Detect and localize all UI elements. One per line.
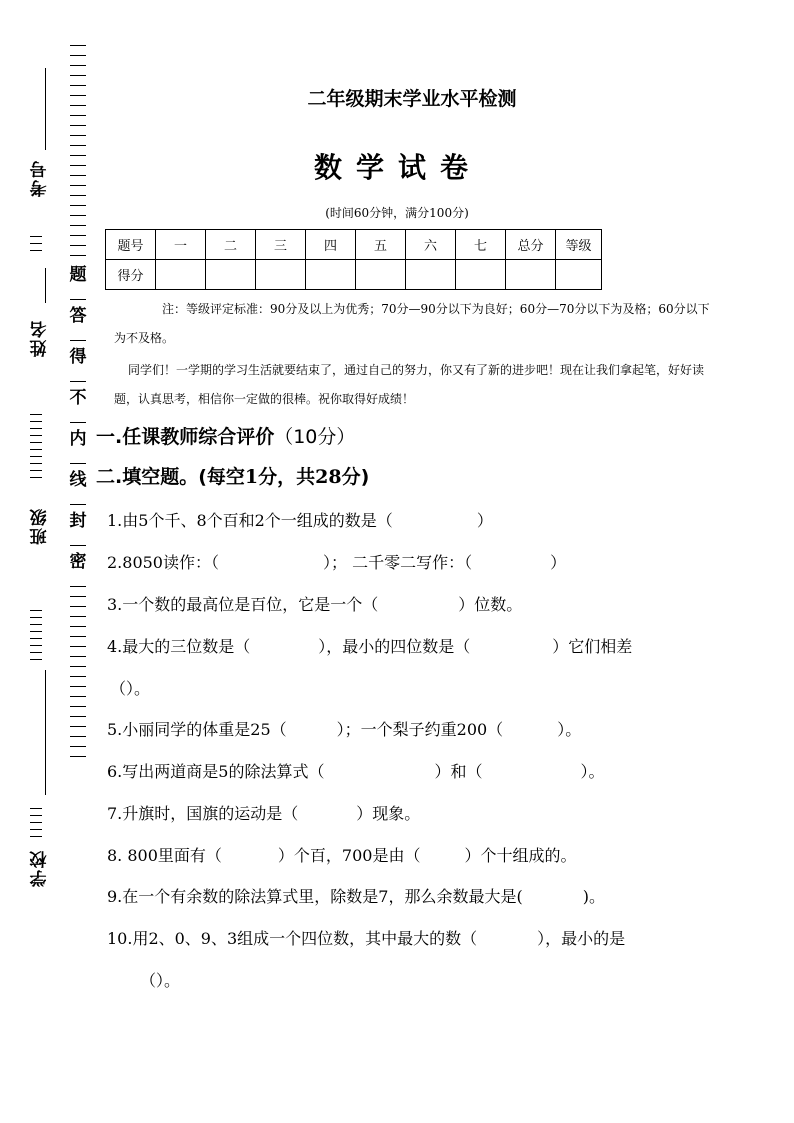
score-cell[interactable] bbox=[406, 260, 456, 290]
question-text: ）。 bbox=[580, 762, 605, 781]
class-label bbox=[27, 506, 49, 544]
school-text: 学 校 bbox=[29, 848, 47, 887]
question-text: 4.最大的三位数是（ bbox=[107, 637, 251, 656]
question-6 bbox=[107, 759, 604, 782]
score-table-header-row bbox=[106, 230, 602, 260]
question-10 bbox=[107, 926, 625, 949]
score-cell[interactable] bbox=[356, 260, 406, 290]
seal-word: 封 bbox=[69, 511, 87, 531]
binding-dots bbox=[30, 610, 42, 666]
question-text: （ bbox=[110, 679, 127, 698]
score-header-cell: 一 bbox=[156, 230, 206, 260]
question-text: 8. 800里面有（ bbox=[107, 846, 222, 865]
score-header-cell: 五 bbox=[356, 230, 406, 260]
section-2-total: 28 bbox=[315, 466, 342, 488]
score-row-label: 得分 bbox=[106, 260, 156, 290]
question-5 bbox=[107, 717, 581, 740]
score-header-cell: 三 bbox=[256, 230, 306, 260]
question-4-continued bbox=[110, 676, 150, 699]
question-text: 7.升旗时，国旗的运动是（ bbox=[107, 804, 299, 823]
question-9 bbox=[107, 884, 605, 907]
question-text: ） bbox=[476, 511, 493, 530]
question-text: 3.一个数的最高位是百位，它是一个（ bbox=[107, 595, 379, 614]
question-text: 1.由5个千、8个百和2个一组成的数是（ bbox=[107, 511, 393, 530]
paper-title: 数学试卷 bbox=[313, 151, 482, 184]
name-label bbox=[27, 318, 49, 356]
question-text: ）。 bbox=[557, 720, 582, 739]
question-text: ）； 二千零二写作：（ bbox=[323, 553, 473, 572]
seal-word: 答 bbox=[69, 306, 87, 326]
seal-word: 线 bbox=[69, 470, 87, 490]
intro-paragraph: 同学们！一学期的学习生活就要结束了，通过自己的努力，你又有了新的进步吧！现在让我们拿起笔，好好读题，认真思考，相信你一定做的很棒。祝你取得好成绩！ bbox=[114, 363, 705, 406]
question-text: ）现象。 bbox=[356, 804, 421, 823]
question-8 bbox=[107, 843, 576, 866]
question-text: ）个十组成的。 bbox=[464, 846, 577, 865]
binding-dots bbox=[30, 236, 42, 257]
section-2-mid: 分，共 bbox=[258, 466, 316, 488]
binding-line bbox=[45, 268, 46, 303]
section-1-heading bbox=[96, 422, 355, 449]
exam-title: 二年级期末学业水平检测 bbox=[307, 88, 517, 110]
score-cell[interactable] bbox=[206, 260, 256, 290]
score-header-cell: 总分 bbox=[506, 230, 556, 260]
grade-note: 注：等级评定标准：90分及以上为优秀；70分—90分以下为良好；60分—70分以下为及格；60分以下为不及格。 bbox=[114, 302, 710, 345]
time-note: (时间60分钟，满分100分) bbox=[325, 206, 469, 220]
section-2-heading bbox=[96, 462, 369, 489]
score-header-cell: 六 bbox=[406, 230, 456, 260]
question-text: ）个百，700是由（ bbox=[277, 846, 421, 865]
seal-word: 内 bbox=[69, 429, 87, 449]
question-text: )。 bbox=[582, 887, 605, 906]
question-text: （ bbox=[140, 971, 157, 990]
question-text: 5.小丽同学的体重是25（ bbox=[107, 720, 287, 739]
question-text: ），最小的是 bbox=[537, 929, 626, 948]
question-1 bbox=[107, 508, 493, 531]
seal-word: 密 bbox=[69, 552, 87, 572]
score-cell[interactable] bbox=[456, 260, 506, 290]
exam-number-text: 考 号 bbox=[29, 158, 47, 197]
name-text: 姓 名 bbox=[29, 318, 47, 357]
score-table-score-row bbox=[106, 260, 602, 290]
score-header-cell: 题号 bbox=[106, 230, 156, 260]
seal-word: 题 bbox=[69, 265, 87, 285]
school-label bbox=[27, 848, 49, 886]
section-1-score: （10分） bbox=[274, 426, 356, 448]
score-cell[interactable] bbox=[556, 260, 602, 290]
score-cell[interactable] bbox=[306, 260, 356, 290]
question-text: 6.写出两道商是5的除法算式（ bbox=[107, 762, 325, 781]
question-text: 10.用2、0、9、3组成一个四位数，其中最大的数（ bbox=[107, 929, 478, 948]
score-header-cell: 四 bbox=[306, 230, 356, 260]
section-2-end: 分) bbox=[341, 466, 370, 488]
question-4 bbox=[107, 634, 632, 657]
question-2 bbox=[107, 550, 566, 573]
score-table bbox=[105, 229, 602, 290]
section-1-label: 一.任课教师综合评价 bbox=[96, 426, 275, 448]
question-text: 9.在一个有余数的除法算式里，除数是7，那么余数最大是( bbox=[107, 887, 523, 906]
question-text: ）。 bbox=[126, 679, 151, 698]
binding-dots bbox=[30, 414, 42, 484]
seal-word: 不 bbox=[69, 388, 87, 408]
question-text: ）位数。 bbox=[458, 595, 523, 614]
question-7 bbox=[107, 801, 420, 824]
question-text: ），最小的四位数是（ bbox=[318, 637, 471, 656]
question-3 bbox=[107, 592, 522, 615]
score-cell[interactable] bbox=[156, 260, 206, 290]
class-text: 班 级 bbox=[29, 506, 47, 545]
score-cell[interactable] bbox=[506, 260, 556, 290]
section-2-points: 1 bbox=[244, 466, 259, 488]
seal-word: 得 bbox=[69, 347, 87, 367]
question-text: 2.8050读作：（ bbox=[107, 553, 219, 572]
question-text: ）它们相差 bbox=[552, 637, 633, 656]
binding-dots bbox=[30, 808, 42, 843]
question-text: ） bbox=[550, 553, 567, 572]
score-header-cell: 等级 bbox=[556, 230, 602, 260]
section-2-label: 二.填空题。(每空 bbox=[96, 466, 245, 488]
question-text: ）和（ bbox=[434, 762, 483, 781]
binding-line bbox=[45, 670, 46, 795]
score-header-cell: 七 bbox=[456, 230, 506, 260]
score-header-cell: 二 bbox=[206, 230, 256, 260]
question-10-continued bbox=[140, 968, 180, 991]
score-cell[interactable] bbox=[256, 260, 306, 290]
question-text: ）；一个梨子约重200（ bbox=[336, 720, 504, 739]
question-text: ）。 bbox=[156, 971, 181, 990]
